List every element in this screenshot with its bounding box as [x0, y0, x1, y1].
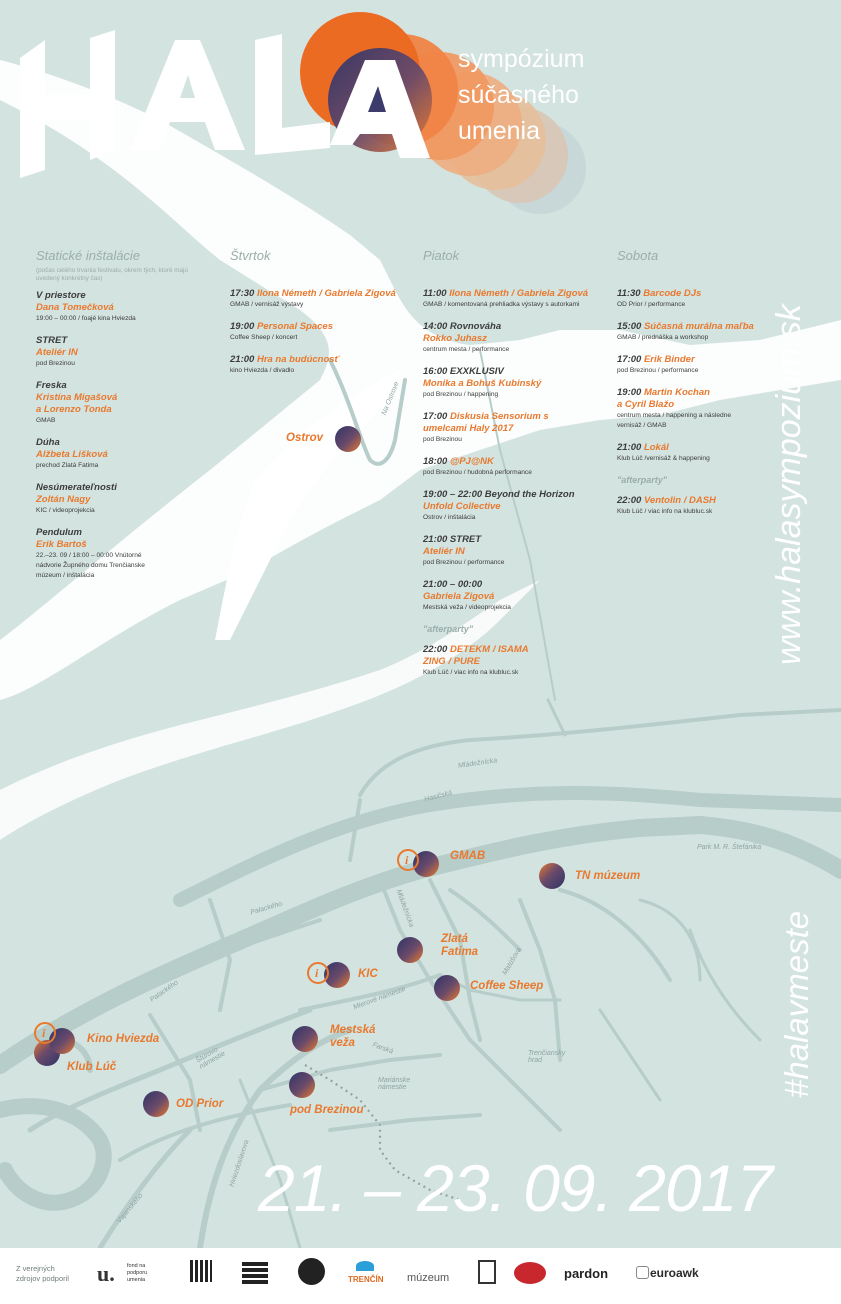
euroawk-icon [636, 1266, 649, 1279]
event: Pendulum Erik Bartoš 22.–23. 09 / 18:00 – 00:00 Vnútorné nádvorie Župného domu Trenčianske múzeum / inštalácia [36, 527, 145, 579]
place-label-gmab: GMAB [450, 850, 486, 862]
pin-pod-brezinou [289, 1072, 315, 1098]
place-label-od-prior: OD Prior [176, 1098, 224, 1110]
logo-subtitle-1: sympózium [458, 45, 585, 73]
svg-text:i: i [315, 966, 319, 980]
pin-zlata-fatima [397, 937, 423, 963]
street-label: Vajanského [115, 1192, 145, 1225]
street-label: Hviezdoslavova [228, 1139, 251, 1188]
column-header-static: Statické inštalácie [36, 248, 141, 263]
sponsor-logo-4 [478, 1260, 496, 1284]
place-label-klub-luc: Klub Lúč [67, 1061, 117, 1073]
event: 21:00 – 00:00 Gabriela Zigová Mestská veža / videoprojekcia [423, 579, 511, 611]
sponsor-footer [0, 1248, 841, 1304]
pin-kino-hviezda [49, 1028, 75, 1054]
street-label: Trenčiansky hrad [528, 1050, 566, 1064]
poster: i i i sympózium súčasného umenia Statické inštalácie Štvrtok Piatok Sobota (počas celého trvania festivalu, okrem tých, ktoré majú uvedený konkrétny čas) V priestore Dana Tomečková 19:00 – 00:00 / foajé kina Hviezda STRET Ateliér IN pod Brezinou Freska Kristína Migašová a Lorenzo Tonda GMAB Dúha Alžbeta Lišková prechod Zlatá Fatima Nesúmerateľnosti Zoltán Nagy KIC / videoprojekcia Pendulum Erik Bartoš 22.–23. 09 / 18:00 – 00:00 Vnútorné nádvorie Župného domu Trenčianske múzeum / inštalácia 17:30 Ilona Németh / Gabriela Zigová GMAB / vernisáž výstavy 19:00 Personal Spaces Coffee Sheep / koncert 21:00 Hra na budúcnosť kino Hviezda / divadlo 11:00 Ilona Németh / Gabriela Zigová GMAB / komentovaná prehliadka výstavy s autorkami 14:00 Rovnováha Rokko Juhasz centrum mesta / performance 16:00 EXXKLUSIV Monika a Bohuš Kubinský pod Brezinou / happening 17:00 Diskusia Sensorium s umelcami Haly 2017 pod Brezinou 18:00 @PJ@NK pod Brezinou / hudobná performance 19:00 – 22:00 Beyond the Horizon Unfold Collective Ostrov / inštalácia 21:00 STRET Ateliér IN pod Brezinou / performance 21:00 – 00:00 Gabriela Zigová Mestská veža / videoprojekcia "afterparty" 22:00 DETEKM / ISAMA ZING / PURE Klub Lúč / viac info na klubluc.sk 11:30 Barcode DJs OD Prior / performance 15:00 Súčasná murálna maľba GMAB / prednáška a workshop 17:00 Erik Binder pod Brezinou / performance 19:00 Martin Kochan a Cyril Blažo centrum mesta / happening a následne vernisáž / GMAB 21:00 Lokál Klub Lúč /vernisáž & happening "afterparty" 22:00 Ventolin / DASH Klub Lúč / viac info na klubluc.sk Ostrov GMAB TN múzeum Zlatá Fatima KIC Coffee Sheep Kino Hviezda Klub Lúč Mestská veža OD Prior pod Brezinou Na Ostrove Mládežnícka Hasičská Park M. R. Štefánika Palackého Mládežnícka Mierové námestie Matúšova Palackého Štúrovo námestie Farská Mariánske námestie Trenčiansky hrad Hviezdoslavova Vajanského www.halasympozium.sk #halavmeste 21. – 23. 09. 2017 [0, 0, 841, 1248]
pardon-logo: pardon [564, 1266, 609, 1281]
street-label: Štúrovo námestie [194, 1046, 227, 1071]
event: Dúha Alžbeta Lišková prechod Zlatá Fatima [36, 437, 108, 469]
website-url: www.halasympozium.sk [770, 304, 808, 665]
column-saturday [617, 288, 767, 528]
street-label: Palackého [249, 900, 284, 917]
sponsor-logo-1 [190, 1260, 212, 1282]
event: 16:00 EXXKLUSIV Monika a Bohuš Kubinský pod Brezinou / happening [423, 366, 542, 398]
street-label: Farská [371, 1041, 394, 1056]
place-label-tn-muzeum: TN múzeum [575, 870, 641, 882]
muzeum-logo: múzeum [407, 1272, 450, 1284]
pin-ostrov [335, 426, 361, 452]
street-label: Na Ostrove [380, 380, 401, 417]
event: 11:30 Barcode DJs OD Prior / performance [617, 288, 702, 308]
street-label: Palackého [148, 979, 180, 1004]
place-label-kic: KIC [358, 968, 378, 980]
event: 17:30 Ilona Németh / Gabriela Zigová GMAB / vernisáž výstavy [230, 288, 396, 308]
place-label-coffee-sheep: Coffee Sheep [470, 980, 544, 992]
pin-coffee-sheep [434, 975, 460, 1001]
svg-text:i: i [405, 853, 409, 867]
svg-text:i: i [42, 1026, 46, 1040]
afterparty-label: "afterparty" [617, 475, 668, 485]
event: 11:00 Ilona Németh / Gabriela Zigová GMAB / komentovaná prehliadka výstavy s autorkami [423, 288, 589, 308]
street-label: Matúšova [501, 946, 523, 977]
column-header-friday: Piatok [423, 248, 460, 263]
event: 18:00 @PJ@NK pod Brezinou / hudobná performance [423, 456, 532, 476]
logo-subtitle-3: umenia [458, 117, 540, 145]
support-text: Z verejných zdrojov podporil [16, 1264, 69, 1283]
street-label: Mariánske námestie [378, 1077, 411, 1091]
street-label: Hasičská [423, 789, 453, 804]
event: 17:00 Diskusia Sensorium s umelcami Haly 2017 pod Brezinou [423, 411, 549, 443]
place-label-ostrov: Ostrov [286, 432, 324, 444]
place-label-pod-brezinou: pod Brezinou [290, 1104, 364, 1116]
event: 15:00 Súčasná murálna maľba GMAB / prednáška a workshop [617, 321, 754, 341]
event: 19:00 Martin Kochan a Cyril Blažo centrum mesta / happening a následne vernisáž / GMAB [617, 387, 731, 429]
event: 21:00 Hra na budúcnosť kino Hviezda / divadlo [230, 354, 340, 374]
pin-od-prior [143, 1091, 169, 1117]
pin-tn-muzeum [539, 863, 565, 889]
event: 21:00 STRET Ateliér IN pod Brezinou / performance [423, 534, 505, 566]
sponsor-logo-5 [514, 1262, 546, 1284]
column-header-saturday: Sobota [617, 248, 659, 263]
logo-subtitle-2: súčasného [458, 81, 579, 109]
fond-logo: u. [97, 1261, 115, 1286]
column-static [36, 265, 206, 592]
place-label-mestska-veza: Mestská veža [330, 1024, 376, 1049]
pin-mestska-veza [292, 1026, 318, 1052]
street-label: Mládežnícka [394, 888, 415, 929]
static-note: (počas celého trvania festivalu, okrem tých, ktoré majú uvedený konkrétny čas) [36, 267, 188, 282]
street-label: Park M. R. Štefánika [697, 844, 762, 851]
event: 22:00 Ventolin / DASH Klub Lúč / viac info na klubluc.sk [617, 495, 716, 515]
event: V priestore Dana Tomečková 19:00 – 00:00 / foajé kina Hviezda [36, 290, 136, 322]
event: 14:00 Rovnováha Rokko Juhasz centrum mesta / performance [423, 321, 510, 353]
trencin-logo: TRENČÍN [348, 1275, 384, 1284]
afterparty-label: "afterparty" [423, 624, 474, 634]
logo-discs [300, 12, 586, 214]
event: STRET Ateliér IN pod Brezinou [36, 335, 78, 367]
place-label-zlata-fatima: Zlatá Fatima [441, 933, 479, 958]
street-label: Mládežnícka [457, 757, 498, 770]
column-friday [423, 288, 598, 689]
fond-text: fond na podporu umenia [127, 1263, 148, 1283]
trencin-icon [356, 1261, 374, 1271]
column-header-thursday: Štvrtok [230, 248, 271, 263]
street-label: Mierové námestie [352, 985, 407, 1012]
place-label-kino-hviezda: Kino Hviezda [87, 1033, 160, 1045]
sponsor-logo-3 [298, 1258, 325, 1285]
event: 21:00 Lokál Klub Lúč /vernisáž & happening [617, 442, 710, 462]
event: Nesúmerateľnosti Zoltán Nagy KIC / videoprojekcia [36, 482, 117, 514]
sponsor-logo-2 [242, 1260, 268, 1284]
event-dates: 21. – 23. 09. 2017 [258, 1151, 773, 1225]
column-thursday [230, 288, 410, 387]
event: Freska Kristína Migašová a Lorenzo Tonda GMAB [36, 380, 118, 424]
event: 19:00 – 22:00 Beyond the Horizon Unfold Collective Ostrov / inštalácia [423, 489, 575, 521]
event: 22:00 DETEKM / ISAMA ZING / PURE Klub Lúč / viac info na klubluc.sk [423, 644, 529, 676]
event: 19:00 Personal Spaces Coffee Sheep / koncert [230, 321, 333, 341]
euroawk-logo: euroawk [650, 1266, 699, 1280]
event: 17:00 Erik Binder pod Brezinou / performance [617, 354, 699, 374]
